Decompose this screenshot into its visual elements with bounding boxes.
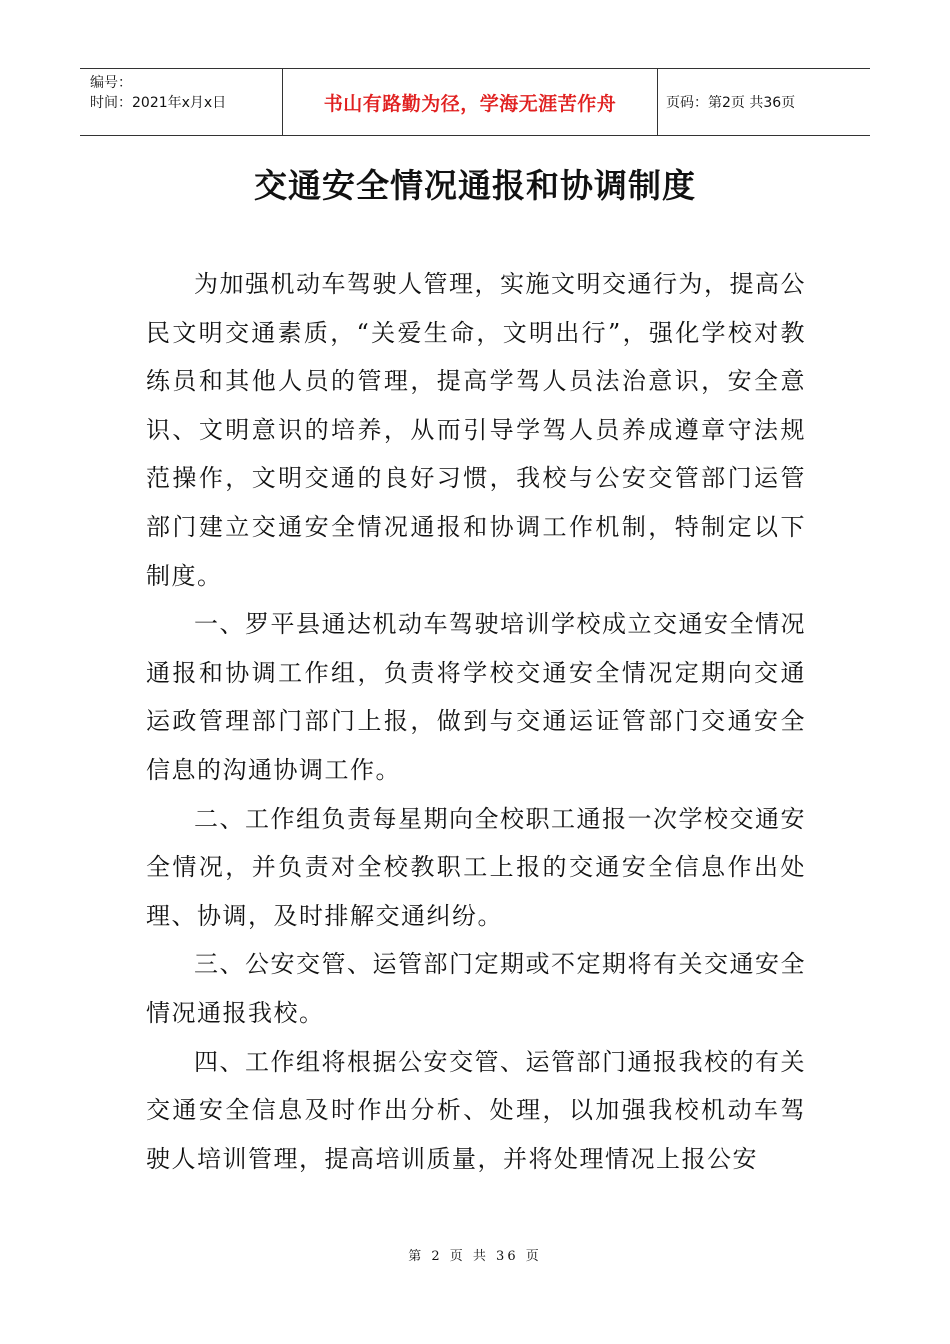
paragraph-item-3: 三、公安交管、运管部门定期或不定期将有关交通安全情况通报我校。 [146,950,806,1027]
header-motto: 书山有路勤为径，学海无涯苦作舟 [282,69,658,135]
page-footer: 第 2 页 共 36 页 [408,1249,542,1264]
document-title: 交通安全情况通报和协调制度 [254,166,696,205]
page-header [80,68,870,136]
date-label: 时间：2021年x月x日 [90,95,227,111]
paragraph-item-1: 一、罗平县通达机动车驾驶培训学校成立交通安全情况通报和协调工作组，负责将学校交通安全情况定期向交通运政管理部门部门上报，做到与交通运证管部门交通安全信息的沟通协调工作。 [146,610,806,784]
header-page-info: 页码：第2页 共36页 [666,95,796,111]
document-body [146,260,806,1183]
paragraph-intro: 为加强机动车驾驶人管理，实施文明交通行为，提高公民文明交通素质，“关爱生命，文明出行”，强化学校对教练员和其他人员的管理，提高学驾人员法治意识，安全意识、文明意识的培养，从而引导学驾人员养成遵章守法规范操作，文明交通的良好习惯，我校与公安交管部门运管部门建立交通安全情况通报和协调工作机制，特制定以下制度。 [146,270,806,590]
paragraph-item-4: 四、工作组将根据公安交管、运管部门通报我校的有关交通安全信息及时作出分析、处理，以加强我校机动车驾驶人培训管理，提高培训质量，并将处理情况上报公安 [146,1047,806,1173]
serial-number-label: 编号： [90,75,132,91]
paragraph-item-2: 二、工作组负责每星期向全校职工通报一次学校交通安全情况，并负责对全校教职工上报的交通安全信息作出处理、协调，及时排解交通纠纷。 [146,804,806,930]
header-meta [80,69,282,135]
